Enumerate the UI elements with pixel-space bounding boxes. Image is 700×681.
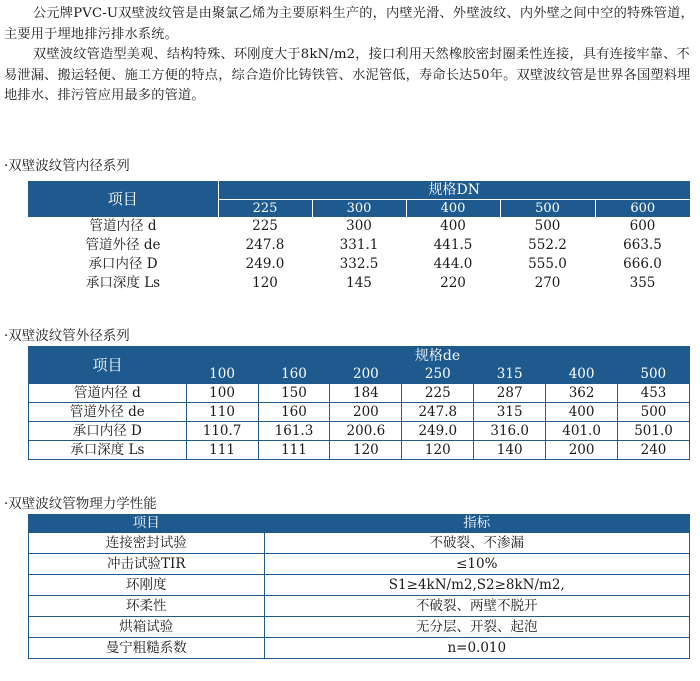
- row-label: 环刚度: [29, 575, 265, 596]
- cell-value: 355: [629, 275, 656, 291]
- cell-value: 184: [330, 384, 402, 403]
- cell-value: 552.2: [528, 237, 567, 253]
- cell-value: 150: [258, 384, 330, 403]
- cell-value: 500: [618, 403, 690, 422]
- cell-value: 400: [440, 218, 466, 234]
- section-title-inner-diameter: ·双壁波纹管内径系列: [4, 158, 130, 174]
- cell-value: 240: [618, 441, 690, 460]
- cell-value: 不破裂、不渗漏: [264, 533, 689, 554]
- item-header: 项目: [29, 347, 187, 384]
- cell-value: 453: [618, 384, 690, 403]
- table-row: [28, 217, 690, 236]
- cell-value: 400: [546, 403, 618, 422]
- table-row: [29, 596, 690, 617]
- table-row: [29, 575, 690, 596]
- table-row: [29, 422, 690, 441]
- cell-value: 110: [186, 403, 258, 422]
- cell-value: 225: [402, 384, 474, 403]
- table-row: [29, 554, 690, 575]
- cell-value: S1≥4kN/m2,S2≥8kN/m2,: [264, 575, 689, 596]
- cell-value: n=0.010: [264, 638, 689, 659]
- mechanical-properties-table: [28, 514, 690, 659]
- row-label: 管道外径 de: [29, 403, 187, 422]
- cell-value: 200.6: [330, 422, 402, 441]
- cell-value: 500: [534, 218, 561, 234]
- cell-value: 145: [346, 275, 372, 291]
- spec-header: 规格de: [186, 347, 689, 366]
- intro-paragraph-1: 公元牌PVC-U双壁波纹管是由聚氯乙烯为主要原料生产的，内壁光滑、外壁波纹、内外壁之间中空的特殊管道，主要用于埋地排污排水系统。: [4, 6, 694, 42]
- cell-value: 160: [258, 403, 330, 422]
- cell-value: 161.3: [258, 422, 330, 441]
- table-row: [29, 638, 690, 659]
- cell-value: 110.7: [186, 422, 258, 441]
- section-title-outer-diameter: ·双壁波纹管外径系列: [4, 328, 130, 344]
- row-label: 承口深度 Ls: [29, 441, 187, 460]
- cell-value: 401.0: [546, 422, 618, 441]
- row-label: 承口内径 D: [29, 422, 187, 441]
- cell-value: 不破裂、两壁不脱开: [264, 596, 689, 617]
- cell-value: 444.0: [433, 256, 473, 272]
- row-label: 管道外径 de: [85, 237, 161, 253]
- cell-value: 249.0: [245, 256, 285, 272]
- table-row: [29, 441, 690, 460]
- cell-value: 249.0: [402, 422, 474, 441]
- cell-value: 247.8: [402, 403, 474, 422]
- cell-value: 100: [186, 384, 258, 403]
- item-header: 项目: [28, 181, 218, 218]
- row-label: 冲击试验TIR: [29, 554, 265, 575]
- intro-text: [4, 4, 694, 107]
- row-label: 环柔性: [29, 596, 265, 617]
- table-row: [29, 617, 690, 638]
- row-label: 承口内径 D: [88, 256, 158, 272]
- size-header: 160: [258, 365, 330, 384]
- row-label: 管道内径 d: [29, 384, 187, 403]
- table-row: [29, 533, 690, 554]
- cell-value: 501.0: [618, 422, 690, 441]
- cell-value: 无分层、开裂、起泡: [264, 617, 689, 638]
- cell-value: 270: [534, 275, 561, 291]
- table-row: [29, 384, 690, 403]
- cell-value: 120: [402, 441, 474, 460]
- cell-value: 247.8: [245, 237, 285, 253]
- row-label: 曼宁粗糙系数: [29, 638, 265, 659]
- cell-value: 120: [330, 441, 402, 460]
- table-row: [28, 274, 690, 293]
- cell-value: 316.0: [474, 422, 546, 441]
- cell-value: 220: [440, 275, 466, 291]
- cell-value: 331.1: [339, 237, 379, 253]
- size-header: 225: [218, 200, 312, 218]
- size-header: 400: [406, 200, 500, 218]
- size-header: 400: [546, 365, 618, 384]
- table-row: [28, 255, 690, 274]
- cell-value: 315: [474, 403, 546, 422]
- row-label: 连接密封试验: [29, 533, 265, 554]
- inner-diameter-table: [28, 180, 690, 293]
- table-row: [29, 403, 690, 422]
- row-label: 烘箱试验: [29, 617, 265, 638]
- size-header: 500: [618, 365, 690, 384]
- spec-header: 规格DN: [218, 181, 690, 200]
- table-row: [28, 236, 690, 255]
- cell-value: 225: [252, 218, 278, 234]
- cell-value: 200: [546, 441, 618, 460]
- cell-value: 111: [186, 441, 258, 460]
- cell-value: 300: [346, 218, 372, 234]
- cell-value: 666.0: [623, 256, 662, 272]
- cell-value: 555.0: [528, 256, 567, 272]
- size-header: 315: [474, 365, 546, 384]
- size-header: 500: [500, 200, 595, 218]
- section-title-mechanical: ·双壁波纹管物理力学性能: [4, 496, 157, 512]
- cell-value: 663.5: [623, 237, 662, 253]
- size-header: 250: [402, 365, 474, 384]
- size-header: 600: [595, 200, 690, 218]
- cell-value: 332.5: [339, 256, 379, 272]
- outer-diameter-table: [28, 346, 690, 460]
- cell-value: ≤10%: [264, 554, 689, 575]
- cell-value: 111: [258, 441, 330, 460]
- intro-paragraph-2: 双壁波纹管造型美观、结构特殊、环刚度大于8kN/m2，接口利用天然橡胶密封圈柔性连接，具有连接牢靠、不易泄漏、搬运轻便、施工方便的特点，综合造价比铸铁管、水泥管低，寿命长达50年。双壁波纹管是世界各国塑料埋地排水、排污管应用最多的管道。: [4, 47, 691, 103]
- row-label: 管道内径 d: [89, 218, 157, 234]
- size-header: 200: [330, 365, 402, 384]
- cell-value: 362: [546, 384, 618, 403]
- cell-value: 600: [629, 218, 656, 234]
- cell-value: 120: [252, 275, 278, 291]
- size-header: 300: [312, 200, 406, 218]
- size-header: 100: [186, 365, 258, 384]
- cell-value: 441.5: [433, 237, 473, 253]
- item-header: 项目: [29, 515, 265, 533]
- row-label: 承口深度 Ls: [85, 275, 161, 291]
- cell-value: 287: [474, 384, 546, 403]
- cell-value: 200: [330, 403, 402, 422]
- index-header: 指标: [264, 515, 689, 533]
- cell-value: 140: [474, 441, 546, 460]
